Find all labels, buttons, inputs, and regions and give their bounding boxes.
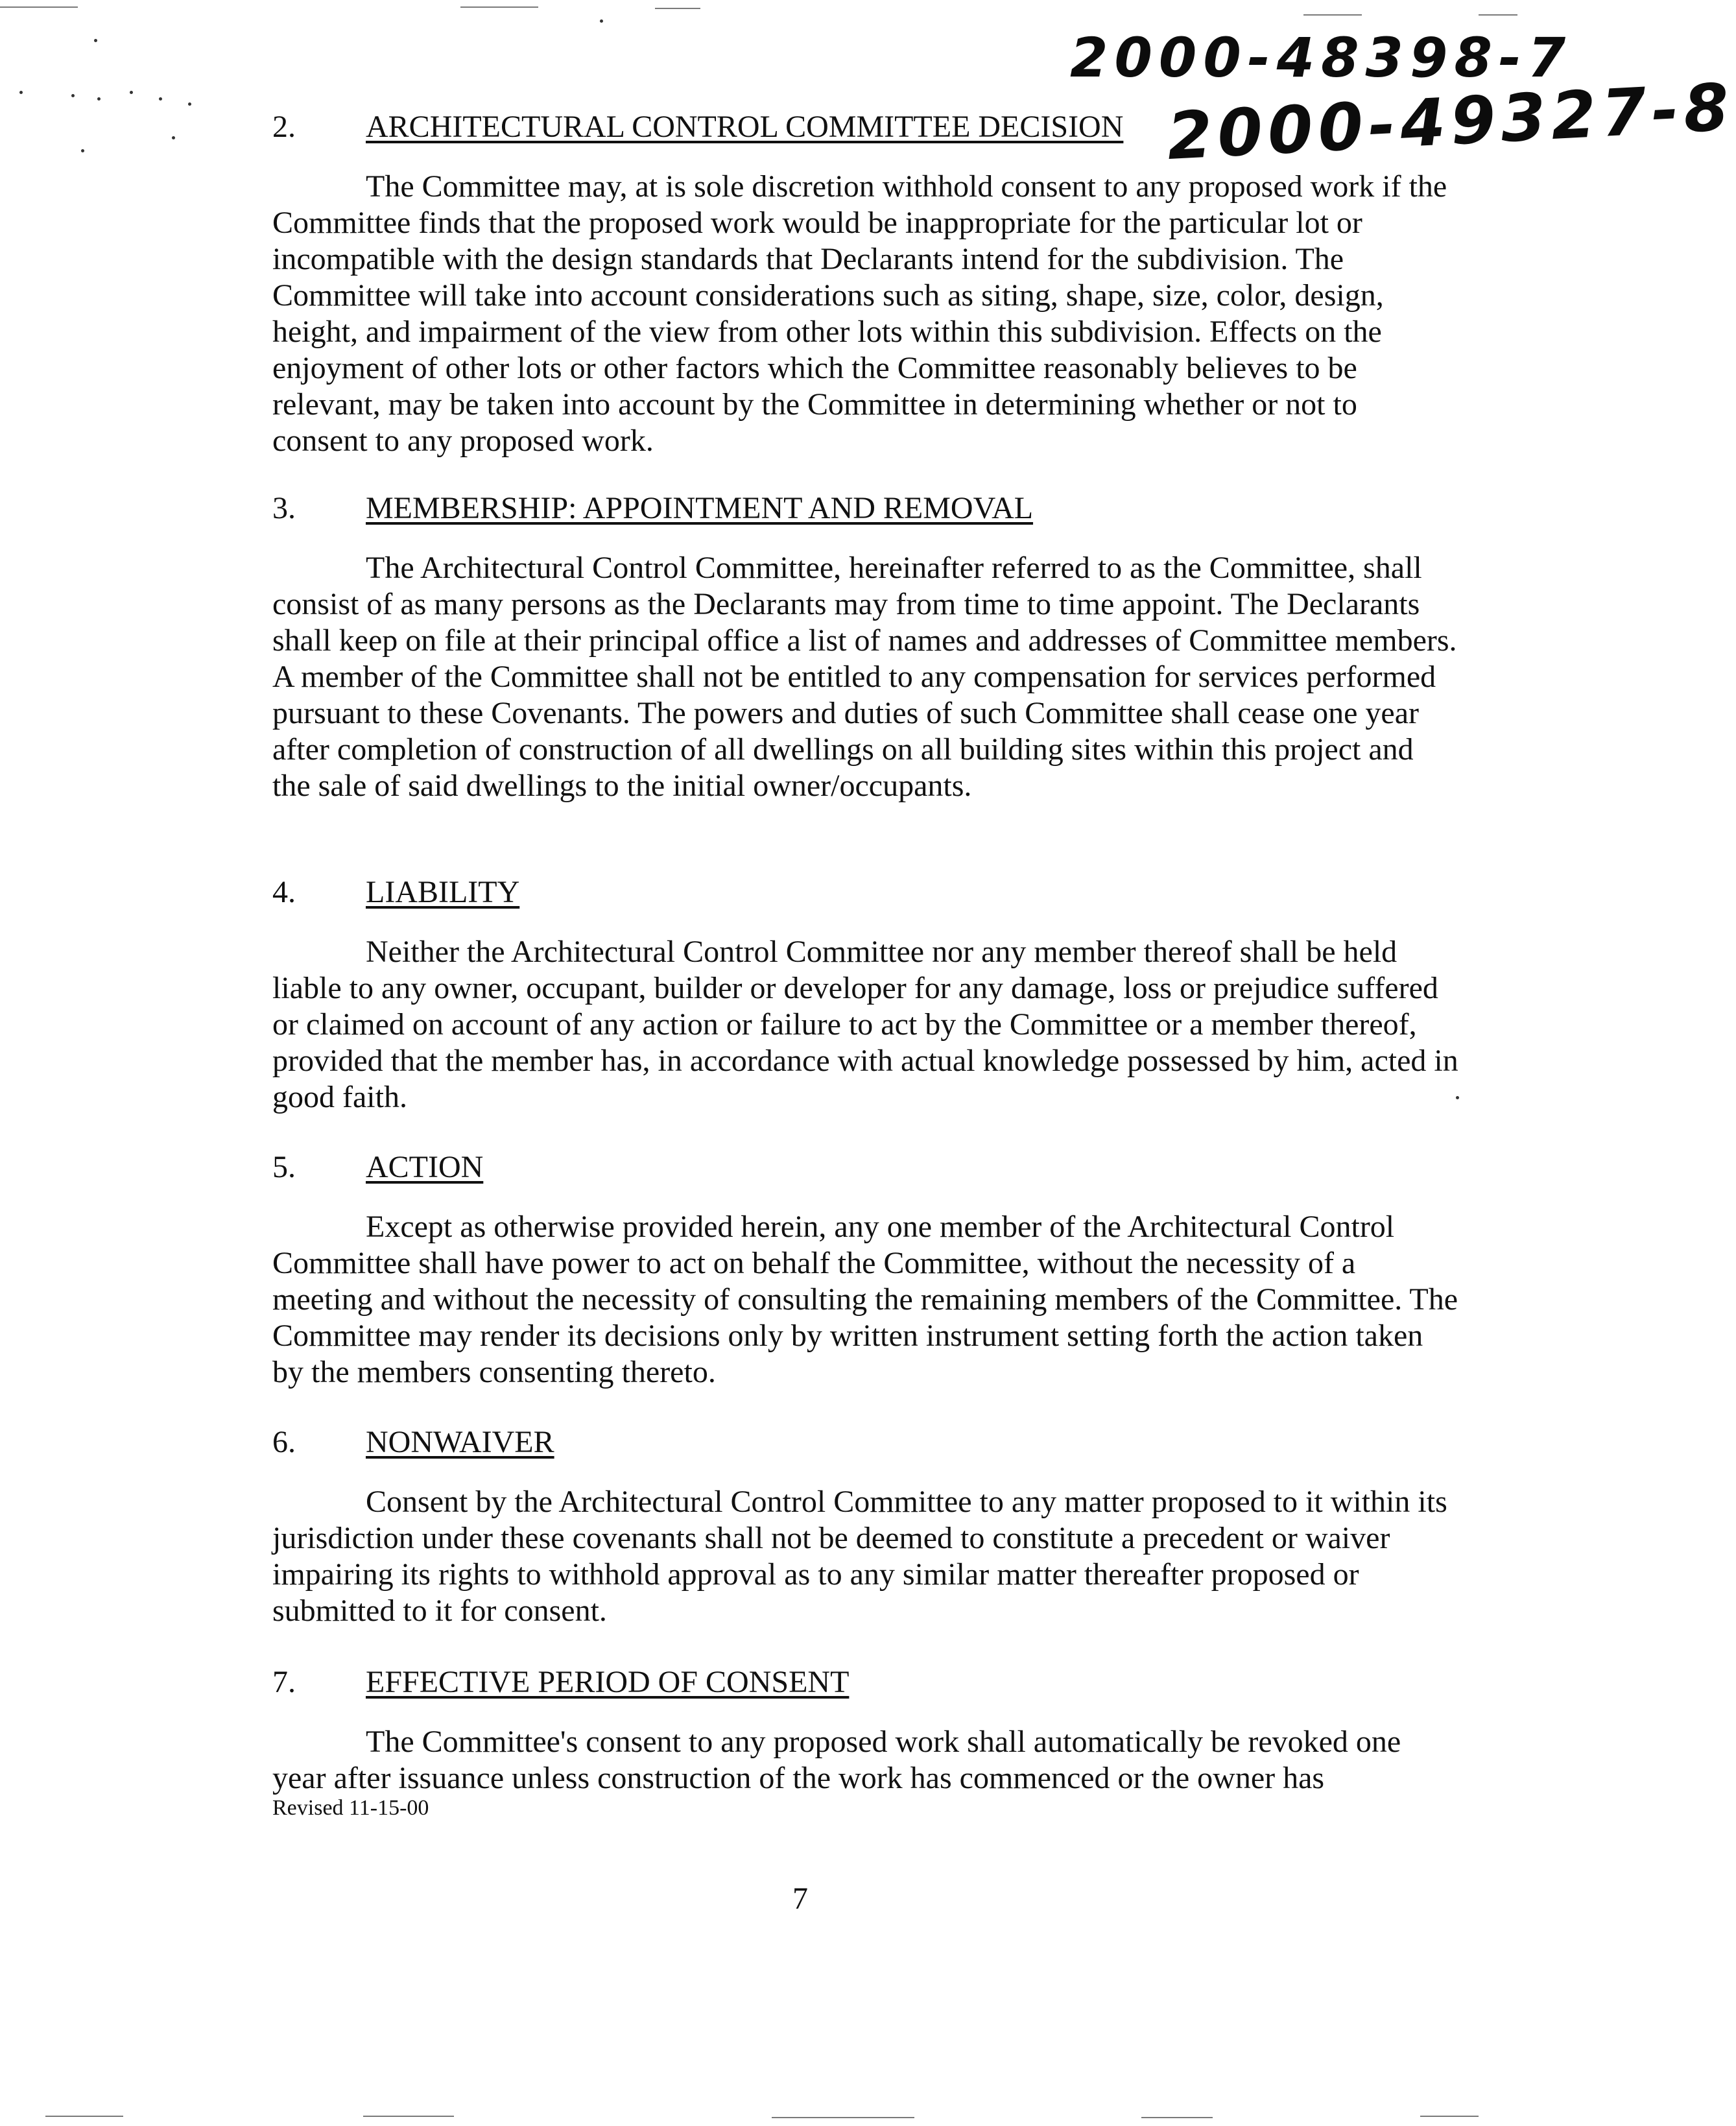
section-heading [272, 874, 1472, 911]
scan-artifact-top-line [655, 8, 700, 9]
scan-artifact-bottom-line [45, 2116, 123, 2117]
section-action [272, 1149, 1472, 1391]
section-heading [272, 1149, 1472, 1186]
section-paragraph: The Committee's consent to any proposed work shall automatically be revoked one year after issuance unless construction of the work has commenced or the owner has [272, 1725, 1401, 1795]
section-number: 6. [272, 1425, 296, 1459]
section-title: ARCHITECTURAL CONTROL COMMITTEE DECISION [366, 110, 1124, 144]
section-architectural-control-committee-decision [272, 109, 1472, 459]
section-number: 2. [272, 110, 296, 144]
scan-speck [130, 91, 133, 94]
scan-speck [600, 19, 603, 23]
scan-artifact-bottom-line [363, 2116, 454, 2117]
scan-speck [94, 39, 97, 42]
scan-artifact-top-line [1303, 14, 1362, 16]
revision-note: Revised 11-15-00 [272, 1796, 429, 1820]
section-liability [272, 874, 1472, 1116]
section-heading [272, 1424, 1472, 1461]
section-effective-period-of-consent [272, 1664, 1472, 1797]
section-number: 4. [272, 875, 296, 909]
section-paragraph: The Architectural Control Committee, hereinafter referred to as the Committee, shall consist of as many persons as the Declarants may from time to time appoint. The Declarants shall keep on file at their principal office a list of names and addresses of Committee members. A member of the Committee shall not be entitled to any compensation for services performed pursuant to these Covenants. The powers and duties of such Committee shall cease one year after completion of construction of all dwellings on all building sites within this project and the sale of said dwellings to the initial owner/occupants. [272, 551, 1457, 803]
scan-speck [81, 149, 84, 152]
section-nonwaiver [272, 1424, 1472, 1629]
section-paragraph: Consent by the Architectural Control Committee to any matter proposed to it within its jurisdiction under these covenants shall not be deemed to constitute a precedent or waiver impairing its rights to withhold approval as to any similar matter thereafter proposed or submitted to it for consent. [272, 1485, 1447, 1628]
section-title: EFFECTIVE PERIOD OF CONSENT [366, 1665, 850, 1699]
section-heading [272, 109, 1472, 145]
scan-artifact-bottom-line [1420, 2116, 1479, 2117]
handwritten-recording-number: 2000-49327-8 [1165, 69, 1736, 174]
section-title: LIABILITY [366, 875, 520, 909]
section-membership-appointment-and-removal [272, 490, 1472, 804]
scan-speck [71, 94, 75, 97]
scan-artifact-top-line [0, 6, 78, 8]
scan-artifact-bottom-line [1141, 2117, 1213, 2118]
section-title: NONWAIVER [366, 1425, 554, 1459]
section-paragraph: The Committee may, at is sole discretion withhold consent to any proposed work if the Committee finds that the proposed work would be inappropriate for the particular lot or incompatible with the design standards that Declarants intend for the subdivision. The Committee will take into account considerations such as siting, shape, size, color, design, height, and impairment of the view from other lots within this subdivision. Effects on the enjoyment of other lots or other factors which the Committee reasonably believes to be relevant, may be taken into account by the Committee in determining whether or not to consent to any proposed work. [272, 169, 1447, 458]
section-number: 7. [272, 1665, 296, 1699]
section-number: 5. [272, 1150, 296, 1184]
scan-artifact-bottom-line [772, 2117, 914, 2118]
section-paragraph: Except as otherwise provided herein, any one member of the Architectural Control Committee shall have power to act on behalf the Committee, without the necessity of a meeting and without the necessity of consulting the remaining members of the Committee. The Committee may render its decisions only by written instrument setting forth the action taken by the members consenting thereto. [272, 1210, 1458, 1389]
page-number: 7 [792, 1881, 808, 1916]
section-heading [272, 1664, 1472, 1701]
handwritten-recording-number: 2000-48398-7 [1070, 26, 1573, 90]
scan-artifact-top-line [1479, 14, 1517, 16]
scan-speck [172, 136, 175, 139]
section-paragraph: Neither the Architectural Control Committee nor any member thereof shall be held liable to any owner, occupant, builder or developer for any damage, loss or prejudice suffered or claimed on account of any action or failure to act by the Committee or a member thereof, provided that the member has, in accordance with actual knowledge possessed by him, acted in good faith. [272, 935, 1458, 1114]
scan-speck [188, 102, 191, 106]
section-title: ACTION [366, 1150, 484, 1184]
section-heading [272, 490, 1472, 527]
scan-artifact-top-line [460, 6, 538, 8]
scan-speck [159, 97, 162, 101]
section-number: 3. [272, 491, 296, 525]
scan-speck [97, 97, 101, 101]
section-title: MEMBERSHIP: APPOINTMENT AND REMOVAL [366, 491, 1034, 525]
scan-speck [19, 91, 23, 94]
